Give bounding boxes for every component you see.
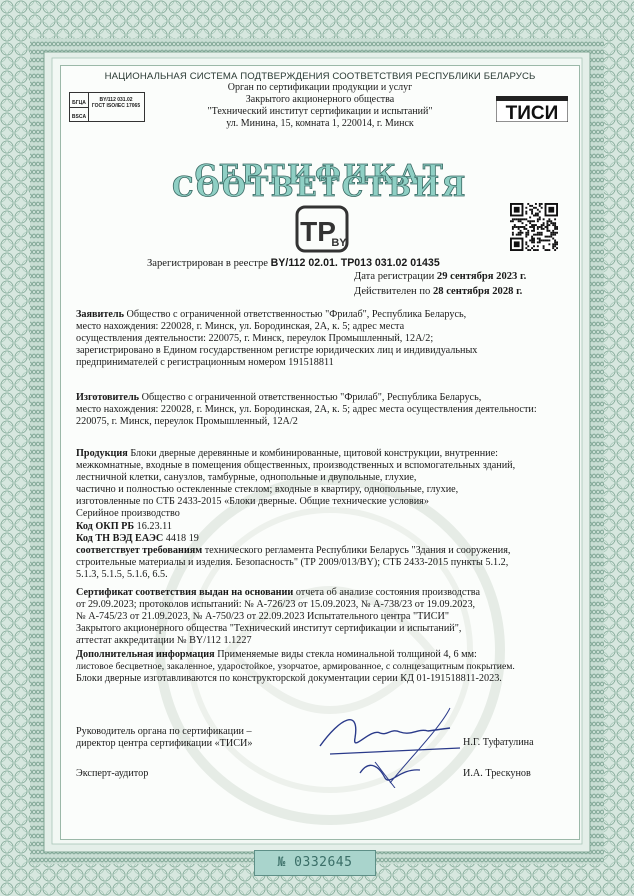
head-signatory-title: Руководитель органа по сертификации – директор центра сертификации «ТИСИ» (76, 726, 253, 749)
registry-label: Зарегистрирован в реестре (147, 258, 271, 269)
expert-label: Эксперт-аудитор (76, 768, 149, 779)
okp-label: Код ОКП РБ (76, 520, 135, 532)
tisi-logo (496, 96, 568, 122)
valid-until-date: 28 сентября 2028 г. (432, 286, 523, 297)
serial-production: Серийное производство (76, 508, 180, 520)
certificate-title: СЕРТИФИКАТ СООТВЕТСТВИЯ (172, 160, 468, 204)
head-signatory-name: Н.Г. Туфатулина (463, 737, 534, 748)
okp-value: 16.23.11 (134, 520, 172, 532)
system-title: НАЦИОНАЛЬНАЯ СИСТЕМА ПОДТВЕРЖДЕНИЯ СООТВЕТСТВИЯ РЕСПУБЛИКИ БЕЛАРУСЬ (104, 71, 536, 82)
accred-left-bottom: BSCA (71, 114, 87, 120)
org-line: Орган по сертификации продукции и услуг (227, 82, 413, 93)
applicant-label: Заявитель (76, 309, 124, 320)
product-section: Продукция Блоки дверные деревянные и комбинированные, щитовой конструкции, внутренние: межкомнатные, входные в помещения общественных, производственных и вспомогательных зданий, лестничной клетки, санузлов, тамбурные, однопольные и двупольные, глухие, частично и полностью остекленные стеклом; входные в квартиру, однопольные, глухие, изготовленные по СТБ 2433-2015 «Блоки дверные. Общие технические условия» Серийное производство Код ОКП РБ 16.23.11 Код ТН ВЭД ЕАЭС 4418 19 (76, 448, 570, 545)
additional-info-section: Дополнительная информация Применяемые виды стекла номинальной толщиной 4, 6 мм: листовое бесцветное, закаленное, ударостойкое, узорчатое, армированное, с солнцезащитным покрытием. Блоки дверные изготавливаются по конструкторской документации серии КД 01-191518811-2023. (76, 649, 515, 685)
basis-label: Сертификат соответствия выдан на основании (76, 587, 294, 598)
certification-body-info (180, 82, 460, 130)
registry-line (147, 257, 440, 270)
accred-right: BY/112 031.02 ГОСТ ISO/IEC 17065 (91, 97, 141, 109)
tnved-label: Код ТН ВЭД ЕАЭС (76, 532, 164, 544)
handwritten-signature (300, 698, 480, 788)
registration-date-line: Дата регистрации 29 сентября 2023 г. (354, 271, 527, 282)
tr-mark-sub: BY (331, 237, 347, 249)
manufacturer-section: Изготовитель Общество с ограниченной ответственностью "Фрилаб", Республика Беларусь, место нахождения: 220028, г. Минск, ул. Бородинская, 2А, к. 5; адрес места осуществления деятельности: 220075, г. Минск, переулок Промышленный, 12А/2 (76, 392, 537, 428)
basis-section: Сертификат соответствия выдан на основании отчета об анализе состояния производства от 29.09.2023; протоколов испытаний: № А-726/23 от 15.09.2023, № А-738/23 от 19.09.2023, № А-745/23 от 21.09.2023, № А-750/23 от 22.09.2023 Испытательного центра "ТИСИ" Закрытого акционерного общества "Технический институт сертификации и испытаний", аттестат аккредитации № BY/112 1.1227 (76, 587, 481, 647)
requirements-label: соответствует требованиям (76, 545, 203, 556)
serial-number: № 0332645 (254, 850, 376, 876)
applicant-section: Заявитель Общество с ограниченной ответственностью "Фрилаб", Республика Беларусь, место нахождения: 220028, г. Минск, ул. Бородинская, 2А, к. 5; адрес места осуществления деятельности: 220075, г. Минск, переулок Промышленный, 12А/2; зарегистрировано в Едином государственном регистре юридических лиц и индивидуальных предпринимателей с регистрационным номером 191518811 (76, 309, 478, 369)
qr-code (510, 203, 558, 251)
tr-by-mark (283, 205, 363, 255)
registration-date: 29 сентября 2023 г. (436, 271, 527, 282)
org-line: ул. Минина, 15, комната 1, 220014, г. Минск (226, 118, 414, 129)
tisi-logo-text: ТИСИ (505, 103, 559, 122)
tnved-value: 4418 19 (163, 532, 199, 544)
requirements-section: соответствует требованиям технического регламента Республики Беларусь "Здания и сооружения, строительные материалы и изделия. Безопасность" (ТР 2009/013/BY); СТБ 2433-2015 пункты 5.1.2, 5.1.3, 5.1.5, 5.1.6, 6.5. (76, 545, 511, 581)
registry-number: BY/112 02.01. ТР013 031.02 01435 (270, 257, 440, 269)
expert-name: И.А. Трескунов (463, 768, 531, 779)
manufacturer-label: Изготовитель (76, 392, 140, 403)
additional-label: Дополнительная информация (76, 649, 215, 660)
org-line: Закрытого акционерного общества (245, 94, 395, 105)
org-line: "Технический институт сертификации и испытаний" (207, 106, 433, 117)
product-label: Продукция (76, 448, 128, 459)
accred-left-top: БГЦА (72, 100, 86, 106)
accreditation-box (69, 92, 145, 122)
tr-mark-text: ТР (300, 216, 336, 247)
valid-until-line: Действителен по 28 сентября 2028 г. (354, 286, 523, 297)
